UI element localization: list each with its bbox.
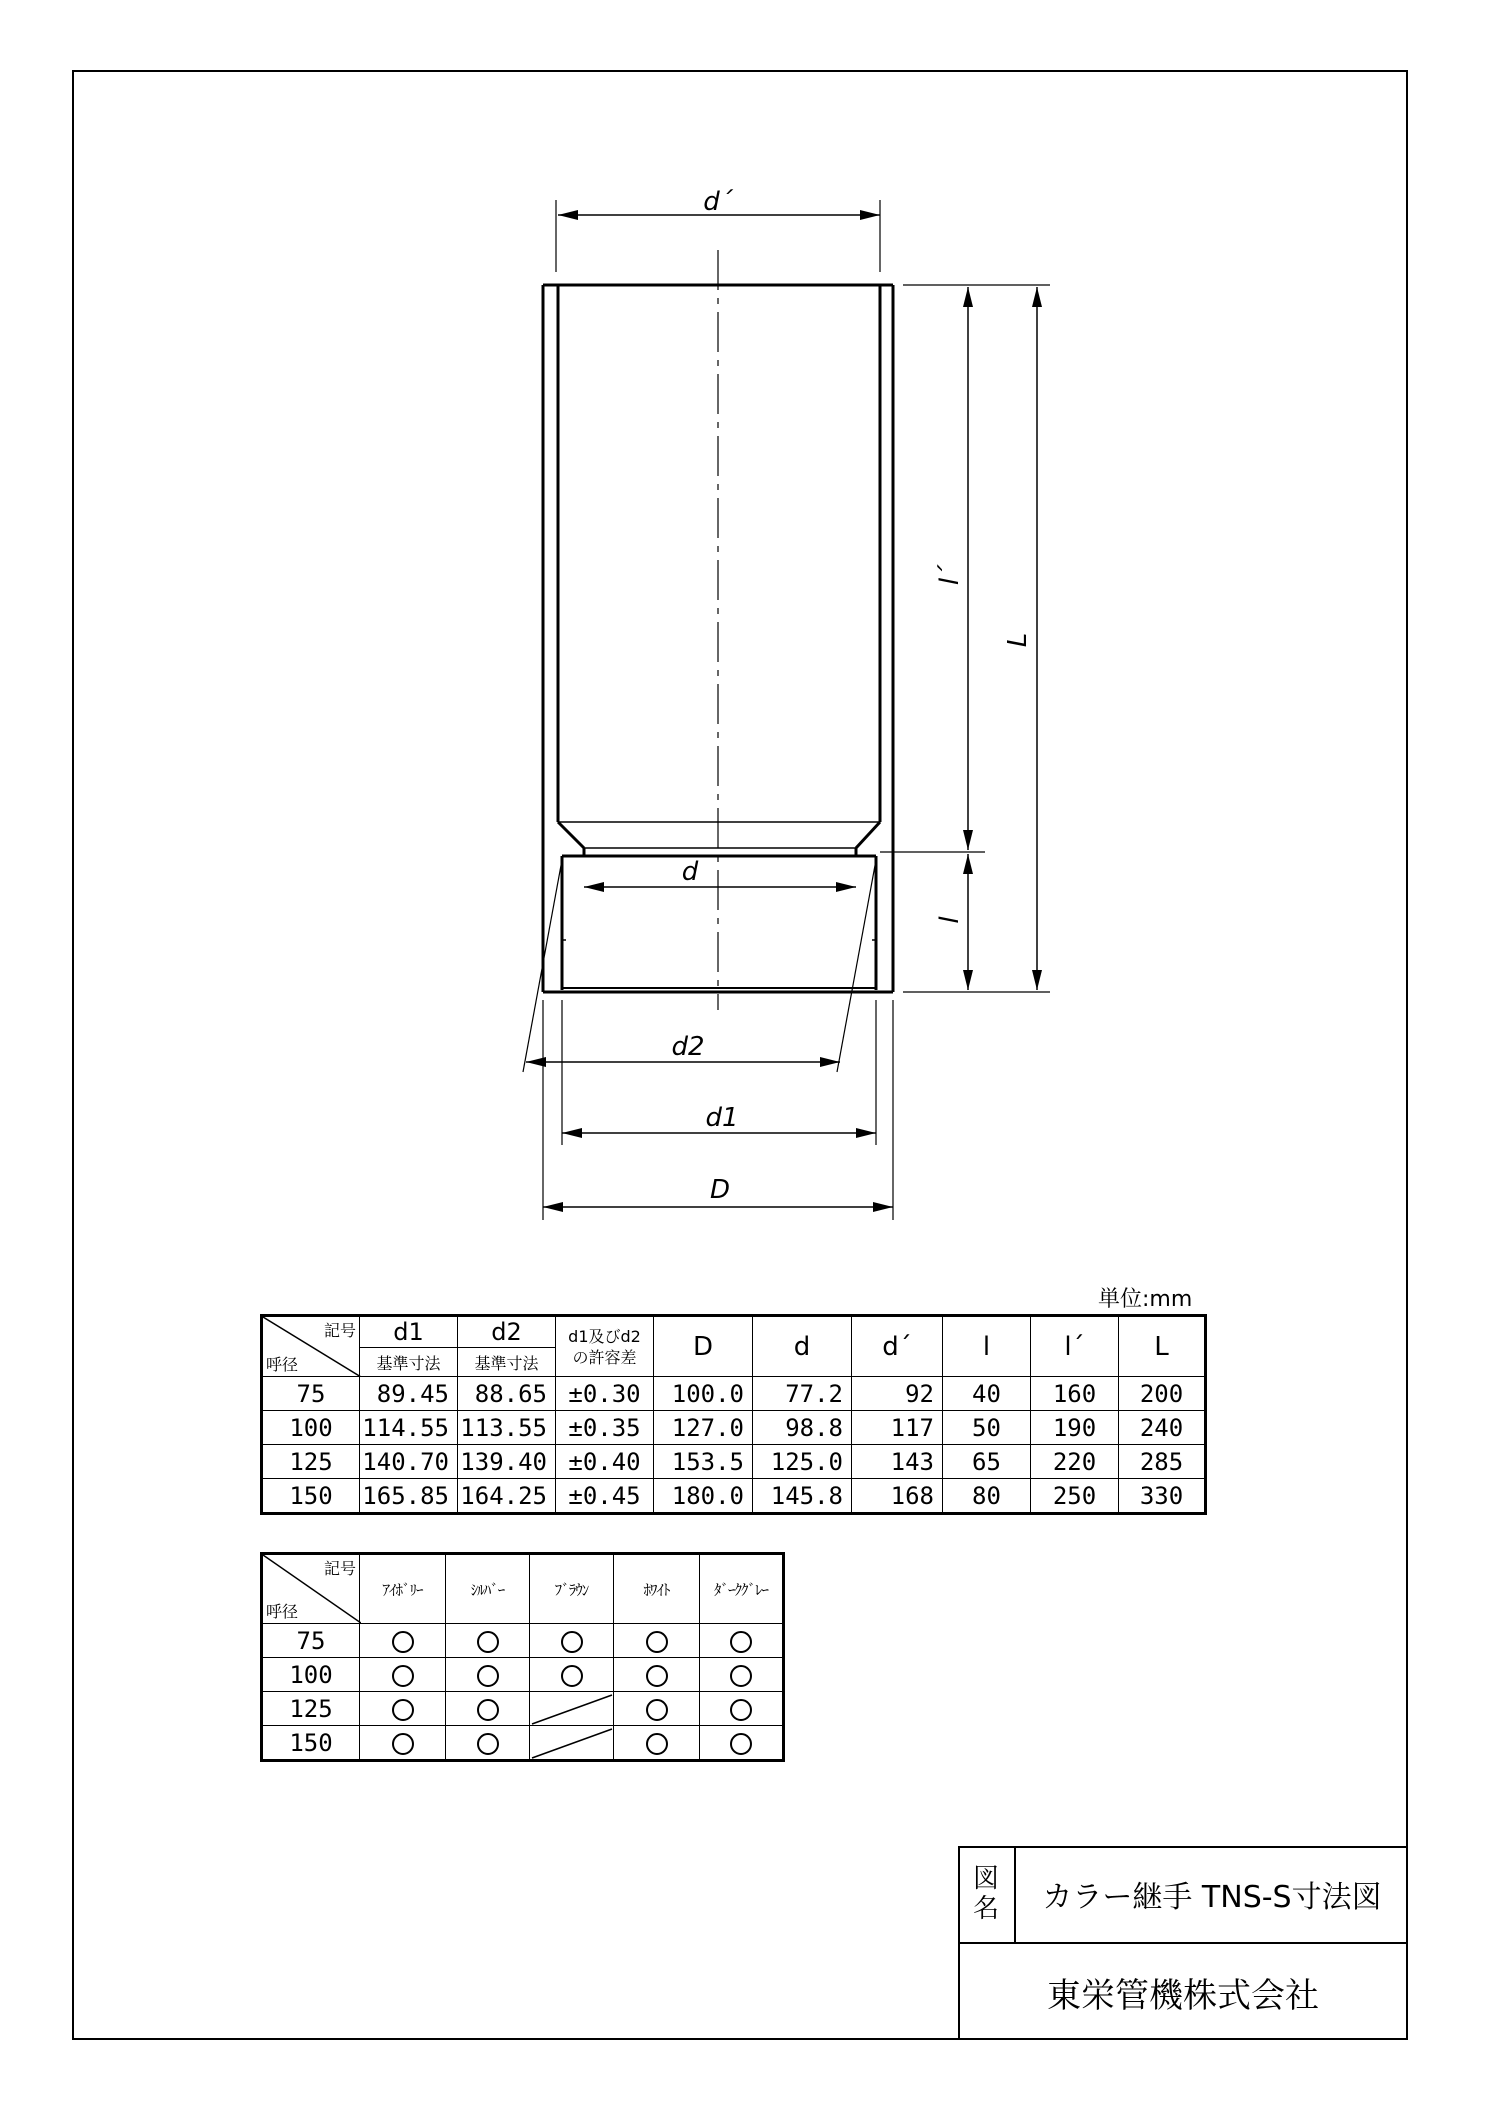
cell-size: 100 [262, 1411, 360, 1445]
label-l: l [935, 916, 965, 924]
cell-d2: 113.55 [458, 1411, 556, 1445]
table-row [262, 1692, 784, 1726]
circle-mark-icon [392, 1699, 414, 1721]
cell-mark [446, 1726, 530, 1761]
header-L: L [1119, 1316, 1206, 1377]
cell-mark [700, 1692, 784, 1726]
title-block-label-line2: 名 [972, 1894, 999, 1924]
color-corner-cell [262, 1554, 360, 1624]
cell-size: 150 [262, 1479, 360, 1514]
table-row [262, 1658, 784, 1692]
cell-mark [360, 1726, 446, 1761]
unit-label: 単位:mm [1098, 1287, 1193, 1312]
cell-d: 145.8 [753, 1479, 852, 1514]
circle-mark-icon [561, 1631, 583, 1653]
table-row [262, 1479, 1206, 1514]
cell-l: 65 [943, 1445, 1031, 1479]
circle-mark-icon [392, 1665, 414, 1687]
circle-mark-icon [477, 1733, 499, 1755]
cell-size: 75 [262, 1624, 360, 1658]
dimension-table [260, 1314, 1207, 1515]
label-l-prime: l´ [935, 564, 965, 586]
cell-l-prime: 160 [1031, 1377, 1119, 1411]
circle-mark-icon [561, 1665, 583, 1687]
cell-d-prime: 92 [852, 1377, 943, 1411]
spec-corner-cell [262, 1316, 360, 1377]
table-row [262, 1377, 1206, 1411]
label-L: L [1003, 632, 1033, 648]
cell-mark [446, 1658, 530, 1692]
cell-mark [700, 1658, 784, 1692]
cell-mark [360, 1658, 446, 1692]
cell-d-prime: 117 [852, 1411, 943, 1445]
table-row [262, 1445, 1206, 1479]
extension-lines [523, 200, 1050, 1220]
cell-unavailable [530, 1692, 614, 1726]
cell-D: 127.0 [654, 1411, 753, 1445]
circle-mark-icon [730, 1699, 752, 1721]
label-d2: d2 [671, 1032, 705, 1062]
cell-mark [614, 1692, 700, 1726]
cell-L: 285 [1119, 1445, 1206, 1479]
cell-d2: 139.40 [458, 1445, 556, 1479]
color-header-dark-gray: ﾀﾞｰｸｸﾞﾚｰ [700, 1554, 784, 1624]
slash-unavailable-icon [530, 1726, 614, 1761]
cell-L: 240 [1119, 1411, 1206, 1445]
cell-d2: 164.25 [458, 1479, 556, 1514]
corner-yobi: 呼径 [266, 1602, 299, 1621]
cell-size: 125 [262, 1445, 360, 1479]
cell-d: 125.0 [753, 1445, 852, 1479]
company-name: 東栄管機株式会社 [958, 1942, 1408, 2040]
circle-mark-icon [477, 1665, 499, 1687]
circle-mark-icon [477, 1631, 499, 1653]
cell-mark [614, 1726, 700, 1761]
header-d: d [753, 1316, 852, 1377]
header-d1: d1 [360, 1316, 458, 1348]
title-block [958, 1846, 1408, 2040]
cell-tol: ±0.40 [556, 1445, 654, 1479]
header-d2-sub: 基準寸法 [458, 1348, 556, 1377]
color-header-brown: ﾌﾞﾗｳﾝ [530, 1554, 614, 1624]
cell-l-prime: 220 [1031, 1445, 1119, 1479]
header-d1-sub: 基準寸法 [360, 1348, 458, 1377]
circle-mark-icon [646, 1733, 668, 1755]
cell-l: 50 [943, 1411, 1031, 1445]
table-row [262, 1726, 784, 1761]
circle-mark-icon [730, 1631, 752, 1653]
corner-kigo: 記号 [323, 1321, 356, 1340]
color-header-white: ﾎﾜｲﾄ [614, 1554, 700, 1624]
title-block-label [958, 1846, 1016, 1942]
color-header-silver: ｼﾙﾊﾞｰ [446, 1554, 530, 1624]
cell-unavailable [530, 1726, 614, 1761]
slash-unavailable-icon [530, 1692, 614, 1727]
cell-D: 100.0 [654, 1377, 753, 1411]
cell-d1: 165.85 [360, 1479, 458, 1514]
circle-mark-icon [392, 1733, 414, 1755]
cell-size: 125 [262, 1692, 360, 1726]
cell-l: 80 [943, 1479, 1031, 1514]
cell-d2: 88.65 [458, 1377, 556, 1411]
cell-d-prime: 143 [852, 1445, 943, 1479]
cell-mark [360, 1692, 446, 1726]
table-row [262, 1411, 1206, 1445]
header-d2: d2 [458, 1316, 556, 1348]
cell-mark [360, 1624, 446, 1658]
circle-mark-icon [392, 1631, 414, 1653]
circle-mark-icon [730, 1665, 752, 1687]
cell-d1: 140.70 [360, 1445, 458, 1479]
circle-mark-icon [646, 1665, 668, 1687]
cell-mark [530, 1624, 614, 1658]
circle-mark-icon [477, 1699, 499, 1721]
cell-size: 75 [262, 1377, 360, 1411]
cell-d1: 89.45 [360, 1377, 458, 1411]
cell-mark [446, 1692, 530, 1726]
color-table [260, 1552, 785, 1762]
cell-tol: ±0.30 [556, 1377, 654, 1411]
header-d-prime: d´ [852, 1316, 943, 1377]
title-block-label-line1: 図 [972, 1864, 999, 1894]
cell-size: 100 [262, 1658, 360, 1692]
cell-d: 77.2 [753, 1377, 852, 1411]
header-D: D [654, 1316, 753, 1377]
cell-D: 153.5 [654, 1445, 753, 1479]
cell-mark [530, 1658, 614, 1692]
cell-mark [446, 1624, 530, 1658]
cell-L: 200 [1119, 1377, 1206, 1411]
label-D: D [709, 1175, 731, 1205]
cell-mark [614, 1658, 700, 1692]
label-d: d [681, 857, 699, 887]
corner-yobi: 呼径 [266, 1355, 299, 1374]
cell-l-prime: 190 [1031, 1411, 1119, 1445]
cell-mark [700, 1624, 784, 1658]
cell-tol: ±0.45 [556, 1479, 654, 1514]
cell-l: 40 [943, 1377, 1031, 1411]
drawing-title: カラー継手 TNS-S寸法図 [1042, 1880, 1382, 1915]
label-d-prime: d´ [703, 187, 733, 217]
cell-L: 330 [1119, 1479, 1206, 1514]
cell-mark [700, 1726, 784, 1761]
dimension-lines [526, 215, 1037, 1207]
header-tolerance-line2: の許容差 [572, 1347, 637, 1367]
cell-D: 180.0 [654, 1479, 753, 1514]
header-l-prime: l´ [1031, 1316, 1119, 1377]
cell-d: 98.8 [753, 1411, 852, 1445]
cell-d1: 114.55 [360, 1411, 458, 1445]
circle-mark-icon [730, 1733, 752, 1755]
cell-mark [614, 1624, 700, 1658]
cell-tol: ±0.35 [556, 1411, 654, 1445]
header-l: l [943, 1316, 1031, 1377]
cell-size: 150 [262, 1726, 360, 1761]
color-header-ivory: ｱｲﾎﾞﾘｰ [360, 1554, 446, 1624]
header-tolerance [556, 1316, 654, 1377]
cell-l-prime: 250 [1031, 1479, 1119, 1514]
cell-d-prime: 168 [852, 1479, 943, 1514]
corner-kigo: 記号 [323, 1559, 356, 1578]
circle-mark-icon [646, 1631, 668, 1653]
header-tolerance-line1: d1及びd2 [568, 1326, 641, 1346]
label-d1: d1 [705, 1103, 739, 1133]
table-row [262, 1624, 784, 1658]
circle-mark-icon [646, 1699, 668, 1721]
